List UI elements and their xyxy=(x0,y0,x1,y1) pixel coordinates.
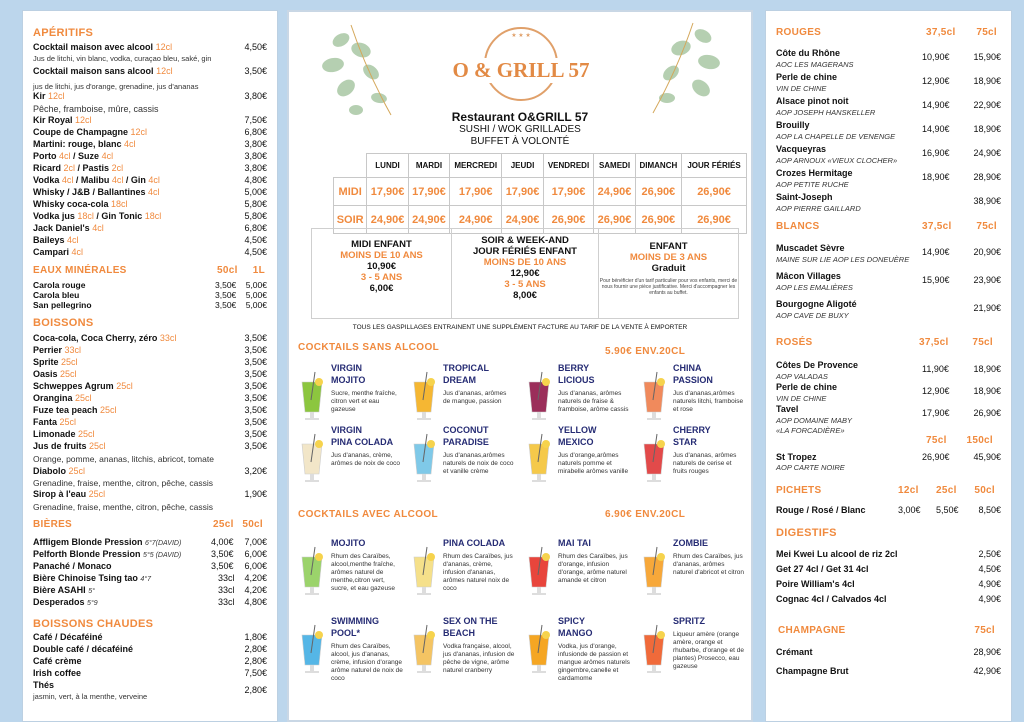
cocktail-description: Vodka, jus d'orange, infusionde de passion et mangue arômes naturels gingembre,canelle et cardamome xyxy=(558,643,630,682)
cocktail-name: YELLOW MEXICO xyxy=(558,425,597,447)
wine-item: Côte du Rhône 10,90€ 15,90€ xyxy=(776,48,1001,62)
menu-item: Ricard 2cl / Pastis 2cl 3,80€ xyxy=(33,163,267,173)
bieres-title: BIÈRES 25cl 50cl xyxy=(33,519,263,530)
cocktail-name: SEX ON THE BEACH xyxy=(443,616,498,638)
cocktail-glass-icon xyxy=(409,623,439,675)
midi-price: 17,90€ xyxy=(450,178,502,206)
day-header: DIMANCH xyxy=(635,154,681,178)
menu-item: Campari 4cl 4,50€ xyxy=(33,247,267,257)
wine-note: AOP PIERRE GAILLARD xyxy=(776,204,861,213)
cocktail-name: PINA COLADA xyxy=(443,538,506,548)
restaurant-name: Restaurant O&GRILL 57 xyxy=(451,110,589,124)
day-header: LUNDI xyxy=(367,154,408,178)
cocktail-item xyxy=(639,362,744,430)
menu-item: Desperados 5°9 33cl 4,80€ xyxy=(33,597,267,607)
cocktail-item xyxy=(524,537,629,605)
cocktail-name: VIRGIN PINA COLADA xyxy=(331,425,394,447)
cocktail-item xyxy=(524,424,629,492)
cocktails-avec-title: COCKTAILS AVEC ALCOOL xyxy=(298,509,439,520)
cocktail-description: Jus d'ananas, crème, arômes de noix de coco xyxy=(331,452,401,467)
day-header: SAMEDI xyxy=(594,154,635,178)
soir-price: 24,90€ xyxy=(408,206,449,234)
boissons-title: BOISSONS xyxy=(33,317,94,329)
cocktail-description: Jus d'orange,arômes naturels pomme et mirabelle arômes vanille xyxy=(558,452,629,475)
right-menu-panel xyxy=(765,10,1012,722)
blancs-title: BLANCS 37,5cl 75cl xyxy=(776,221,997,232)
cocktail-name: MAI TAI xyxy=(558,538,591,548)
cocktail-description: Liqueur amère (orange amère, orange et rhubarbe, d'orange et de plantes) Prosecco, eau gazeuse xyxy=(673,631,744,670)
midi-price: 26,90€ xyxy=(635,178,681,206)
cocktail-item xyxy=(524,362,629,430)
item-note: jus de litchi, jus d'orange, grenadine, jus d'ananas xyxy=(33,82,199,91)
roses-title: ROSÉS 37,5cl 75cl xyxy=(776,337,993,348)
child-price-soir: SOIR & WEEK-AND JOUR FÉRIÉS ENFANT MOINS DE 10 ANS 12,90€ 3 - 5 ANS 8,00€ xyxy=(451,228,599,319)
wine-item: Tavel 17,90€ 26,90€ xyxy=(776,404,1001,418)
cocktail-glass-icon xyxy=(639,623,669,675)
wine-item: Crémant 28,90€ xyxy=(776,647,1001,657)
menu-item: Limonade 25cl 3,50€ xyxy=(33,429,267,439)
cocktail-glass-icon xyxy=(524,432,554,484)
wine-item: Muscadet Sèvre 14,90€ 20,90€ xyxy=(776,243,1001,257)
cocktail-description: Jus d'ananas,arômes naturels de noix de coco et vanille crème xyxy=(443,452,514,475)
chaudes-title: BOISSONS CHAUDES xyxy=(33,618,154,630)
cocktail-name: SWIMMING POOL* xyxy=(331,616,379,638)
midi-price: 17,90€ xyxy=(408,178,449,206)
child-price-under3: ENFANT MOINS DE 3 ANS Graduit Pour bénéficier d'un tarif particulier pour vos enfants, merci de nous fournir une pièce justificative. Merci d'accompagner les enfants au buffet. xyxy=(599,228,739,319)
cocktail-name: SPRITZ xyxy=(673,616,706,626)
wine-item: Poire William's 4cl 4,90€ xyxy=(776,579,1001,589)
eucalyptus-decoration-right xyxy=(643,18,733,118)
soir-price: 26,90€ xyxy=(594,206,635,234)
rouges-title: ROUGES 37,5cl 75cl xyxy=(776,27,997,38)
menu-item: Fanta 25cl 3,50€ xyxy=(33,417,267,427)
wine-item: Mâcon Villages 15,90€ 23,90€ xyxy=(776,271,1001,285)
menu-item: Oasis 25cl 3,50€ xyxy=(33,369,267,379)
wine-item: Crozes Hermitage 18,90€ 28,90€ xyxy=(776,168,1001,182)
wine-note: AOP DOMAINE MABY xyxy=(776,416,852,425)
day-header: JEUDI xyxy=(502,154,543,178)
logo-stars: ★ ★ ★ xyxy=(511,33,531,39)
wine-item: Cognac 4cl / Calvados 4cl 4,90€ xyxy=(776,594,1001,604)
left-menu-panel xyxy=(22,10,278,722)
cocktail-glass-icon xyxy=(639,545,669,597)
champagne-title: CHAMPAGNE 75cl xyxy=(778,625,995,636)
soir-price: 24,90€ xyxy=(367,206,408,234)
menu-item: Panaché / Monaco 3,50€ 6,00€ xyxy=(33,561,267,571)
wine-item: Rouge / Rosé / Blanc 3,00€ 5,50€ 8,50€ xyxy=(776,505,1001,515)
item-note: Orange, pomme, ananas, litchis, abricot, tomate xyxy=(33,454,214,464)
cocktail-glass-icon xyxy=(297,545,327,597)
cocktail-description: Rhum des Caraïbes, jus d'ananas, crème, infusion d'ananas, arômes naturel noix de coco xyxy=(443,553,513,592)
menu-item: Fuze tea peach 25cl 3,50€ xyxy=(33,405,267,415)
cocktails-sans-title: COCKTAILS SANS ALCOOL xyxy=(298,342,440,353)
menu-item: Double café / décaféiné 2,80€ xyxy=(33,644,267,654)
cocktail-glass-icon xyxy=(524,623,554,675)
menu-item: Whisky coca-cola 18cl 5,80€ xyxy=(33,199,267,209)
cocktail-description: Jus d'ananas,arômes naturels litchi, framboise et rose xyxy=(673,390,744,413)
cocktail-name: CHINA PASSION xyxy=(673,363,713,385)
wine-item: Perle de chine 12,90€ 18,90€ xyxy=(776,72,1001,86)
menu-item: Whisky / J&B / Ballantines 4cl 5,00€ xyxy=(33,187,267,197)
cocktail-item xyxy=(409,362,514,430)
cocktail-glass-icon xyxy=(524,545,554,597)
cocktail-item xyxy=(409,537,514,605)
cocktail-item xyxy=(639,615,744,683)
center-menu-panel xyxy=(287,10,753,722)
restaurant-line1: SUSHI / WOK GRILLADES xyxy=(459,124,581,135)
logo-text: O & GRILL 57 xyxy=(439,58,603,83)
menu-item: Sprite 25cl 3,50€ xyxy=(33,357,267,367)
soir-price: 26,90€ xyxy=(635,206,681,234)
eucalyptus-decoration-left xyxy=(311,20,401,120)
cocktail-name: CHERRY STAR xyxy=(673,425,711,447)
menu-item: Baileys 4cl 4,50€ xyxy=(33,235,267,245)
midi-price: 17,90€ xyxy=(367,178,408,206)
wine-item: Côtes De Provence 11,90€ 18,90€ xyxy=(776,360,1001,374)
child-price-midi: MIDI ENFANT MOINS DE 10 ANS 10,90€ 3 - 5 ANS 6,00€ xyxy=(311,228,451,319)
menu-item: Pelforth Blonde Pression 5°5 (DAVID) 3,50€ 6,00€ xyxy=(33,549,267,559)
cocktail-description: Jus d'ananas, arômes naturels de fraise & framboise, arôme cassis xyxy=(558,390,629,413)
cocktail-glass-icon xyxy=(639,432,669,484)
item-note: jasmin, vert, à la menthe, verveine xyxy=(33,692,148,701)
cocktail-glass-icon xyxy=(639,370,669,422)
menu-item: Kir 12cl 3,80€ xyxy=(33,91,267,101)
day-header: VENDREDI xyxy=(543,154,594,178)
menu-item: Carola bleu 3,50€ 5,00€ xyxy=(33,290,267,300)
cocktail-description: Jus d'ananas, arômes naturels de cerise et fruits rouges xyxy=(673,452,737,475)
menu-item: San pellegrino 3,50€ 5,00€ xyxy=(33,300,267,310)
menu-item: Porto 4cl / Suze 4cl 3,80€ xyxy=(33,151,267,161)
soir-price: 26,90€ xyxy=(543,206,594,234)
cocktail-name: VIRGIN MOJITO xyxy=(331,363,366,385)
item-note: Grenadine, fraise, menthe, citron, pêche, cassis xyxy=(33,478,214,488)
soir-price: 24,90€ xyxy=(450,206,502,234)
eaux-title: EAUX MINÉRALES 50cl 1L xyxy=(33,265,265,276)
soir-price: 24,90€ xyxy=(502,206,543,234)
menu-item: Jus de fruits 25cl 3,50€ xyxy=(33,441,267,451)
cocktail-description: Jus d'ananas, arômes de mangue, passion xyxy=(443,390,507,405)
waste-notice: TOUS LES GASPILLAGES ENTRAINENT UNE SUPPLÉMENT FACTURE AU TARIF DE LA VENTE À EMPORTER xyxy=(352,324,688,331)
cocktail-item xyxy=(297,537,402,605)
menu-item: Carola rouge 3,50€ 5,00€ xyxy=(33,280,267,290)
menu-item: Bière ASAHI 5° 33cl 4,20€ xyxy=(33,585,267,595)
menu-item: Vodka jus 18cl / Gin Tonic 18cl 5,80€ xyxy=(33,211,267,221)
cocktail-item xyxy=(297,615,402,683)
wine-note: AOP PETITE RUCHE xyxy=(776,180,849,189)
wine-note: «LA FORCADIÈRE» xyxy=(776,426,845,435)
cocktail-name: ZOMBIE xyxy=(673,538,708,548)
cocktail-description: Rhum des Caraïbes, alcool, jus d'ananas, crème, infusion d'orange arôme naturel de noix de coco xyxy=(331,643,403,682)
item-note: Pêche, framboise, mûre, cassis xyxy=(33,104,159,114)
cocktail-description: Sucre, menthe fraîche, citron vert et eau gazeuse xyxy=(331,390,397,413)
menu-item: Café / Décaféiné 1,80€ xyxy=(33,632,267,642)
cocktail-description: Rhum des Caraïbes, alcool,menthe fraîche, arômes naturel de menthe,citron vert, sucre, et eau gazeuse xyxy=(331,553,395,592)
cocktail-glass-icon xyxy=(524,370,554,422)
wine-item: Mei Kwei Lu alcool de riz 2cl 2,50€ xyxy=(776,549,1001,559)
wine-item: Saint-Joseph 38,90€ xyxy=(776,192,1001,206)
cocktail-glass-icon xyxy=(409,545,439,597)
wine-item: St Tropez 26,90€ 45,90€ xyxy=(776,452,1001,462)
wine-note: AOP LES EMALIÈRES xyxy=(776,283,853,292)
menu-item: Affligem Blonde Pression 6°7(DAVID) 4,00€ 7,00€ xyxy=(33,537,267,547)
wine-item: Alsace pinot noit 14,90€ 22,90€ xyxy=(776,96,1001,110)
menu-item: Bière Chinoise Tsing tao 4°7 33cl 4,20€ xyxy=(33,573,267,583)
cocktail-name: SPICY MANGO xyxy=(558,616,593,638)
wine-item: Champagne Brut 42,90€ xyxy=(776,666,1001,676)
soir-price: 26,90€ xyxy=(682,206,747,234)
day-header: MARDI xyxy=(408,154,449,178)
wine-note: AOP CAVE DE BUXY xyxy=(776,311,849,320)
menu-item: Cocktail maison avec alcool 12cl 4,50€ xyxy=(33,42,267,52)
cocktail-glass-icon xyxy=(297,623,327,675)
cocktail-glass-icon xyxy=(409,432,439,484)
grid-corner xyxy=(334,154,367,178)
menu-item: Diabolo 25cl 3,20€ xyxy=(33,466,267,476)
cocktail-description: Vodka française, alcool, jus d'ananas, infusion de pêche de vigne, arôme naturel cranberry xyxy=(443,643,515,674)
wine-note: AOP VALADAS xyxy=(776,372,828,381)
item-note: Jus de litchi, vin blanc, vodka, curaçao bleu, saké, gin xyxy=(33,54,212,63)
aperitifs-title: APÉRITIFS xyxy=(33,27,94,39)
menu-item: Vodka 4cl / Malibu 4cl / Gin 4cl 4,80€ xyxy=(33,175,267,185)
wine-note: AOP JOSEPH HANSKELLER xyxy=(776,108,876,117)
cocktail-name: BERRY LICIOUS xyxy=(558,363,595,385)
cocktails-sans-price: 5.90€ ENV.20CL xyxy=(605,346,686,357)
cocktails-avec-price: 6.90€ ENV.20CL xyxy=(605,509,686,520)
menu-item: Orangina 25cl 3,50€ xyxy=(33,393,267,403)
menu-item: Irish coffee 7,50€ xyxy=(33,668,267,678)
digestifs-title: DIGESTIFS xyxy=(776,527,837,539)
wine-note: VIN DE CHINE xyxy=(776,84,827,93)
cocktail-item xyxy=(639,537,744,605)
cocktail-item xyxy=(639,424,744,492)
cocktail-name: MOJITO xyxy=(331,538,366,548)
menu-item: Sirop à l'eau 25cl 1,90€ xyxy=(33,489,267,499)
menu-item: Café crème 2,80€ xyxy=(33,656,267,666)
wine-note: VIN DE CHINE xyxy=(776,394,827,403)
cocktail-glass-icon xyxy=(297,432,327,484)
menu-item: Coca-cola, Coca Cherry, zéro 33cl 3,50€ xyxy=(33,333,267,343)
restaurant-line2: BUFFET À VOLONTÉ xyxy=(470,136,570,147)
cocktail-item xyxy=(524,615,629,683)
cocktail-item xyxy=(297,424,402,492)
menu-item: Kir Royal 12cl 7,50€ xyxy=(33,115,267,125)
wine-note: MAINE SUR LIE AOP LES DONEUÈRE xyxy=(776,255,910,264)
cocktail-item xyxy=(297,362,402,430)
midi-price: 17,90€ xyxy=(502,178,543,206)
menu-item: Perrier 33cl 3,50€ xyxy=(33,345,267,355)
menu-item: Cocktail maison sans alcool 12cl 3,50€ xyxy=(33,66,267,76)
menu-item: Martini: rouge, blanc 4cl 3,80€ xyxy=(33,139,267,149)
cocktail-item xyxy=(409,615,514,683)
cocktail-glass-icon xyxy=(409,370,439,422)
cocktail-description: Rhum des Caraïbes, jus d'orange, infusion d'orange, arôme naturel amande et citron xyxy=(558,553,628,584)
wine-item: Perle de chine 12,90€ 18,90€ xyxy=(776,382,1001,396)
menu-item: Jack Daniel's 4cl 6,80€ xyxy=(33,223,267,233)
wine-item: Bourgogne Aligoté 21,90€ xyxy=(776,299,1001,313)
wine-item: Vacqueyras 16,90€ 24,90€ xyxy=(776,144,1001,158)
wine-note: AOC LES MAGERANS xyxy=(776,60,854,69)
roses-large-columns: 75cl 150cl xyxy=(926,435,993,446)
wine-note: AOP LA CHAPELLE DE VENENGE xyxy=(776,132,896,141)
menu-item: Schweppes Agrum 25cl 3,50€ xyxy=(33,381,267,391)
cocktail-description: Rhum des Caraïbes, jus d'ananas, arômes naturel d'abricot et citron xyxy=(673,553,744,576)
midi-price: 24,90€ xyxy=(594,178,635,206)
price-grid xyxy=(333,153,747,234)
midi-label: MIDI xyxy=(334,178,367,206)
day-header: JOUR FÉRIÉS xyxy=(682,154,747,178)
wine-item: Get 27 4cl / Get 31 4cl 4,50€ xyxy=(776,564,1001,574)
cocktail-item xyxy=(409,424,514,492)
midi-price: 26,90€ xyxy=(682,178,747,206)
pichets-title: PICHETS 12cl 25cl 50cl xyxy=(776,485,995,496)
wine-item: Brouilly 14,90€ 18,90€ xyxy=(776,120,1001,134)
menu-item: Coupe de Champagne 12cl 6,80€ xyxy=(33,127,267,137)
midi-price: 17,90€ xyxy=(543,178,594,206)
menu-item: Thés 2,80€ xyxy=(33,680,267,695)
wine-note: AOP CARTE NOIRE xyxy=(776,463,845,472)
soir-label: SOIR xyxy=(334,206,367,234)
wine-note: AOP ARNOUX «VIEUX CLOCHER» xyxy=(776,156,898,165)
item-note: Grenadine, fraise, menthe, citron, pêche, cassis xyxy=(33,502,214,512)
cocktail-name: COCONUT PARADISE xyxy=(443,425,489,447)
day-header: MERCREDI xyxy=(450,154,502,178)
cocktail-name: TROPICAL DREAM xyxy=(443,363,489,385)
cocktail-glass-icon xyxy=(297,370,327,422)
